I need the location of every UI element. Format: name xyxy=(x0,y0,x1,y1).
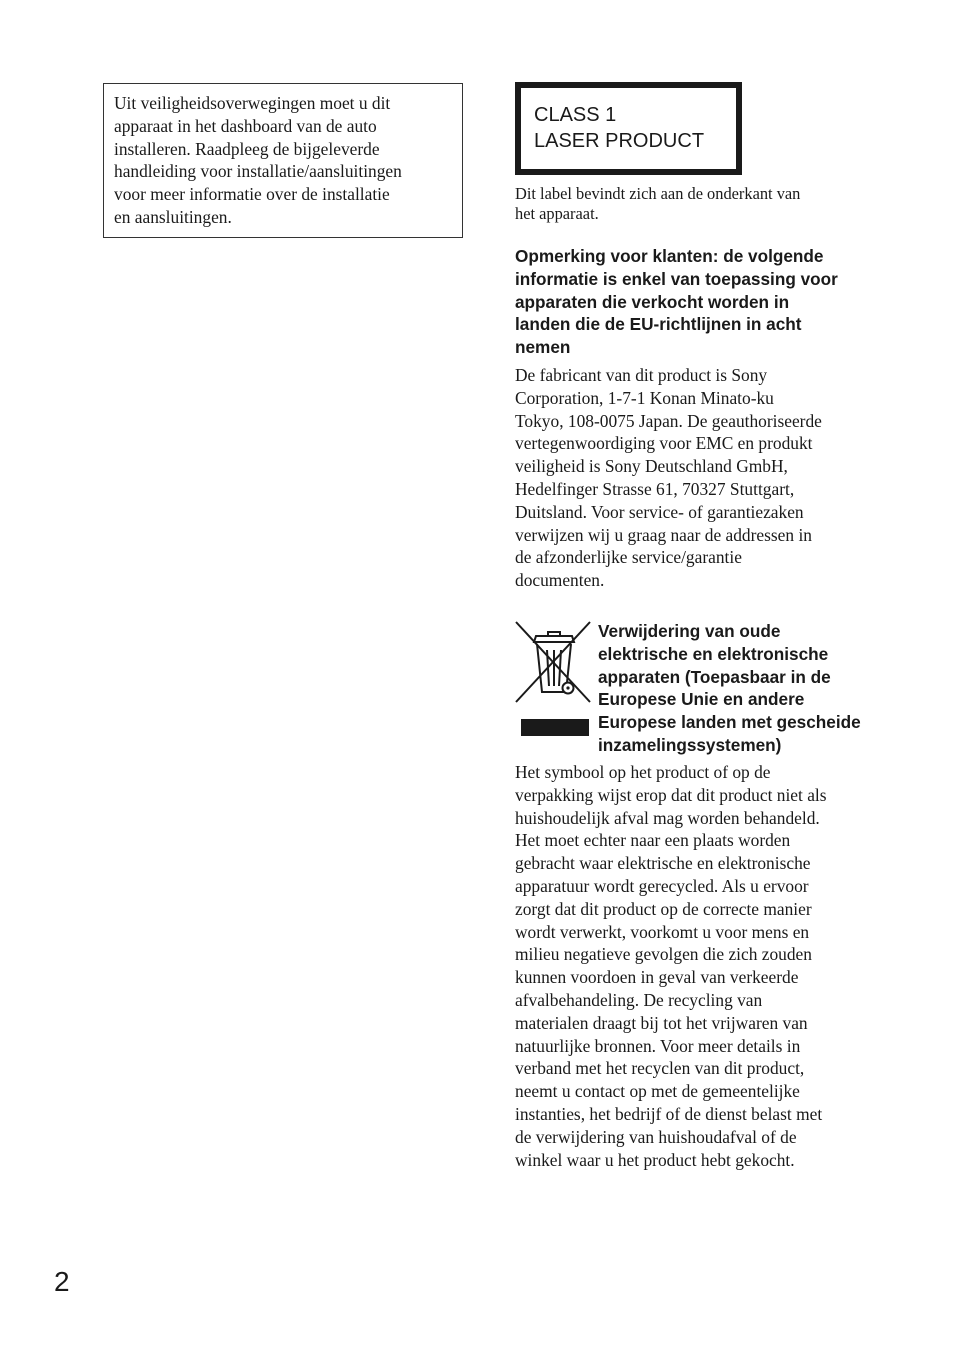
body-line: Duitsland. Voor service- of garantiezaken xyxy=(515,501,804,522)
body-line: documenten. xyxy=(515,570,605,591)
body-line: verpakking wijst erop dat dit product niet als xyxy=(515,784,827,805)
heading-line: nemen xyxy=(515,337,571,358)
body-line: verband met het recyclen van dit product, xyxy=(515,1058,805,1079)
crossed-out-wheelie-bin-icon xyxy=(514,620,592,740)
heading-line: inzamelingssystemen) xyxy=(598,734,782,755)
eu-notice-heading xyxy=(515,245,880,359)
eu-notice-body xyxy=(515,364,883,592)
body-line: Het moet echter naar een plaats worden xyxy=(515,830,791,851)
safety-notice-line: voor meer informatie over de installatie xyxy=(114,184,390,205)
heading-line: Verwijdering van oude xyxy=(598,621,781,641)
heading-line: elektrische en elektronische xyxy=(598,643,829,664)
laser-label-caption xyxy=(515,184,875,224)
heading-line: informatie is enkel van toepassing voor xyxy=(515,268,838,289)
laser-product-text: LASER PRODUCT xyxy=(534,130,705,152)
page-number: 2 xyxy=(54,1266,70,1297)
laser-class-text: CLASS 1 xyxy=(534,104,617,126)
body-line: wordt verwerkt, voorkomt u voor mens en xyxy=(515,921,810,942)
laser-product-label xyxy=(515,82,742,175)
body-line: gebracht waar elektrische en elektronische xyxy=(515,853,811,874)
heading-line: apparaten die verkocht worden in xyxy=(515,291,790,312)
weee-heading xyxy=(598,620,888,757)
heading-line: Opmerking voor klanten: de volgende xyxy=(515,246,824,266)
heading-line: Europese Unie en andere xyxy=(598,689,805,710)
laser-label-inner xyxy=(521,88,736,169)
body-line: winkel waar u het product hebt gekocht. xyxy=(515,1149,795,1170)
safety-notice-line: en aansluitingen. xyxy=(114,206,232,227)
body-line: instanties, het bedrijf of de dienst belast met xyxy=(515,1103,823,1124)
body-line: Tokyo, 108-0075 Japan. De geauthoriseerde xyxy=(515,410,822,431)
safety-notice-line: handleiding voor installatie/aansluitingen xyxy=(114,161,402,182)
safety-notice-line: Uit veiligheidsoverwegingen moet u dit xyxy=(114,93,391,113)
caption-line: Dit label bevindt zich aan de onderkant van xyxy=(515,184,801,203)
body-line: milieu negatieve gevolgen die zich zouden xyxy=(515,944,812,965)
body-line: apparatuur wordt gerecycled. Als u ervoor xyxy=(515,875,809,896)
body-line: materialen draagt bij tot het vrijwaren van xyxy=(515,1012,808,1033)
safety-notice-line: apparaat in het dashboard van de auto xyxy=(114,115,377,136)
body-line: de verwijdering van huishoudafval of de xyxy=(515,1126,797,1147)
body-line: Corporation, 1-7-1 Konan Minato-ku xyxy=(515,387,774,408)
body-line: neemt u contact op met de gemeentelijke xyxy=(515,1081,800,1102)
heading-line: Europese landen met gescheide xyxy=(598,712,861,733)
heading-line: apparaten (Toepasbaar in de xyxy=(598,666,831,687)
heading-line: landen die de EU-richtlijnen in acht xyxy=(515,314,802,335)
body-line: afvalbehandeling. De recycling van xyxy=(515,989,763,1010)
safety-notice-line: installeren. Raadpleeg de bijgeleverde xyxy=(114,138,380,159)
safety-notice-box xyxy=(103,83,463,238)
body-line: verwijzen wij u graag naar de addressen in xyxy=(515,524,812,545)
body-line: de afzonderlijke service/garantie xyxy=(515,547,742,568)
body-line: huishoudelijk afval mag worden behandeld. xyxy=(515,807,820,828)
body-line: natuurlijke bronnen. Voor meer details in xyxy=(515,1035,801,1056)
weee-body xyxy=(515,761,883,1171)
body-line: Het symbool op het product of op de xyxy=(515,762,771,782)
body-line: Hedelfinger Strasse 61, 70327 Stuttgart, xyxy=(515,478,795,499)
body-line: kunnen voordoen in geval van verkeerde xyxy=(515,967,799,988)
body-line: veiligheid is Sony Deutschland GmbH, xyxy=(515,456,788,477)
body-line: De fabricant van dit product is Sony xyxy=(515,365,768,385)
body-line: zorgt dat dit product op de correcte manier xyxy=(515,898,812,919)
caption-line: het apparaat. xyxy=(515,204,599,223)
body-line: vertegenwoordiging voor EMC en produkt xyxy=(515,433,813,454)
